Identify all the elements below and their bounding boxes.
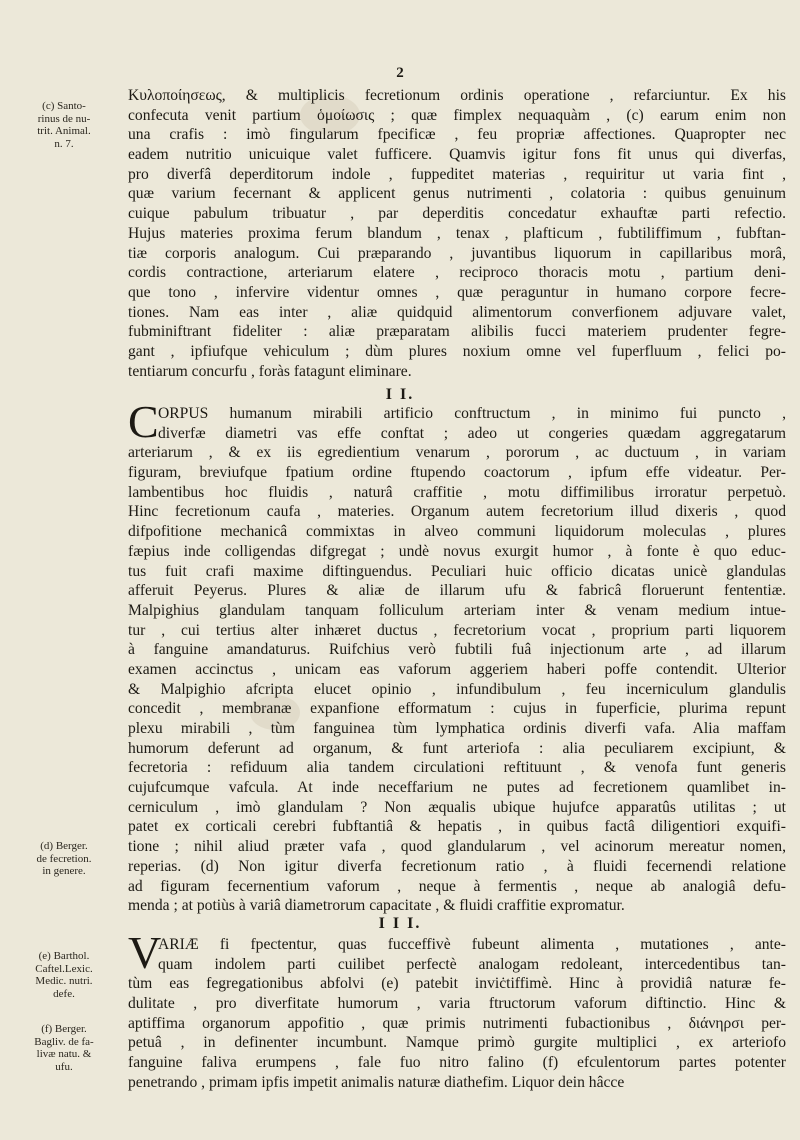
text-line: cordis contractione, arteriarum elatere , reciproco thoracis motu , partium deni- bbox=[128, 264, 786, 282]
text-line: lambentibus hoc fluidis , naturâ craffitie , motu diffimilibus irroratur perpetuò. bbox=[128, 483, 786, 501]
text-line: penetrando , primam ipfis impetit animalis naturæ diathefim. Liquor dein hâcce bbox=[128, 1073, 625, 1091]
text-line: dulitate , pro diverfitate humorum , varia ftructorum vaforum diftinctio. Hinc & bbox=[128, 995, 786, 1013]
text-line: patet ex corticali cerebri fubftantiâ & hepatis , in quibus factâ diligentiori exquifi- bbox=[128, 818, 786, 836]
text-line: quæ varium fecernant & applicent genus nutrimenti , colatoria : quibus genuinum bbox=[128, 185, 786, 203]
text-line: tiæ corporis analogum. Cui præparando , juvantibus liquorum in capillaribus morâ, bbox=[128, 244, 786, 262]
text-line: figuram, breviufque fpatium ordine ftupendo coactorum , ipfum effe videatur. Per- bbox=[128, 464, 786, 482]
text-line: fanguine faliva erumpens , fale fuo nitro falino (f) efculentorum partes potenter bbox=[128, 1054, 786, 1072]
text-line: concedit , membranæ expanfione efformatum : cujus in fuperficie, plurima repunt bbox=[128, 700, 786, 718]
text-line: arteriarum , & ex iis egredientium venarum , pororum , ac ductuum , in variam bbox=[128, 444, 786, 462]
text-line: cuique pabulum tribuatur , par deperditis concedatur exhauftæ parti refectio. bbox=[128, 205, 786, 223]
text-line: cerniculum , imò glandulam ? Non æqualis ubique hujufce apparatûs utilitas ; ut bbox=[128, 798, 786, 816]
page-number: 2 bbox=[396, 65, 404, 81]
text-line: fecretoria : refiduum alia tandem circulationi reftituunt , & venofa funt generis bbox=[128, 759, 786, 777]
section-3-dropcap: V bbox=[128, 927, 162, 978]
text-line: eadem nutritio unicuique valet fufficere. Quamvis igitur fons fit unus qui diverfas, bbox=[128, 146, 786, 164]
text-line: cujufcumque vafcula. At inde neceffarium ne putes ad fecretionem quamlibet in- bbox=[128, 779, 786, 797]
text-line: Hujus materies proxima ferum blandum , tenax , plafticum , fubtiliffimum , fubftan- bbox=[128, 224, 786, 242]
text-line: tione ; nihil aliud præter vafa , quod glandularum , vel acinorum mereatur nomen, bbox=[128, 838, 786, 856]
section-3-heading: I I I. bbox=[378, 915, 422, 932]
text-line: tus fuit crafi maxime diftinguendus. Peculiari huic officio dicatas unicè glandulas bbox=[128, 562, 786, 580]
text-line: menda ; at potiùs à variâ diametrorum capacitate , & fluidi craffitie expromatur. bbox=[128, 897, 625, 915]
text-line: difpofitione mechanicâ commixtas in alveo communi liquidorum moleculas , plures bbox=[128, 523, 786, 541]
text-line: que tono , infervire videntur omnes , quæ peraguntur in humano corpore fecre- bbox=[128, 283, 786, 301]
text-line: tur , cui tertius alter inhæret ductus , fecretorium vocat , proprium parti liquorem bbox=[128, 621, 786, 639]
text-line: humorum deferunt ad organum, & funt arteriofa : alia peculiarem excipiunt, & bbox=[128, 739, 786, 757]
text-line: ORPUS humanum mirabili artificio conftructum , in minimo fui puncto , bbox=[158, 405, 786, 422]
margin-note-c: (c) Santo- rinus de nu- trit. Animal. n. 7. bbox=[37, 100, 91, 150]
margin-note-d: (d) Berger. de fecretion. in genere. bbox=[36, 840, 92, 877]
text-line: gant , ipfiufque vehiculum ; dùm plures noxium omne vel fuperfluum , felici po- bbox=[128, 342, 786, 360]
section-3-text bbox=[128, 927, 786, 1093]
text-line: tiones. Nam eas inter , aliæ quidquid alimentorum converfionem adjuvare valet, bbox=[128, 303, 786, 321]
text-line: tentiarum concurfu , foràs fatagunt eliminare. bbox=[128, 362, 412, 380]
section-1-text bbox=[128, 86, 786, 381]
text-line: tùm eas fegregationibus abfolvi (e) patebit inviċtiffimè. Hinc à providiâ naturæ fe- bbox=[128, 975, 786, 993]
text-line: quam indolem parti cuilibet perfectè analogam redoleant, intercedentibus tan- bbox=[158, 955, 786, 973]
text-line: pro diverfâ deperditorum indole , fuppeditet materias , requiritur ut varia fint , bbox=[128, 165, 786, 183]
text-line: aptiffima organorum appofitio , quæ primis nutrimenti fubactionibus , διάνηρσι per- bbox=[128, 1014, 786, 1032]
text-line: Κυλοποίησεως, & multiplicis fecretionum ordinis operatione , refarciuntur. Ex his bbox=[128, 87, 786, 104]
text-line: Malpighius glandulam tanquam folliculum arteriam inter & venam medium intue- bbox=[128, 601, 786, 619]
text-line: plexu mirabili , tùm fanguinea tùm lymphatica ordinis diverfi vafa. Alia maffam bbox=[128, 720, 786, 737]
text-line: reperias. (d) Non igitur diverfa fecretionum ratio , à fluidi fecernendi relatione bbox=[128, 857, 786, 875]
text-line: diverfæ diametri vas effe conftat ; adeo ut congeries quædam aggregatarum bbox=[158, 424, 786, 442]
section-2-heading: I I. bbox=[385, 386, 415, 403]
text-line: examen accinctus , unicam eas vaforum aggeriem haberi poffe contendit. Ulterior bbox=[128, 660, 786, 678]
margin-note-e: (e) Barthol. Caftel.Lexic. Medic. nutri. defe. bbox=[35, 950, 93, 1000]
text-line: à fanguine amandaturus. Ruifchius verò fubtili fuâ injectionum arte , ad illarum bbox=[128, 641, 786, 659]
section-2-dropcap: C bbox=[128, 396, 159, 447]
text-line: una crafis : imò fingularum fpecificæ , feu propriæ affectiones. Quapropter nec bbox=[128, 126, 786, 144]
text-line: confecuta venit partium ὁμοίωσις ; quæ fimplex nequaquàm , (c) earum enim non bbox=[128, 106, 786, 124]
section-2-text bbox=[128, 396, 786, 916]
text-line: ad figuram fecernentium vaforum , neque à fermentis , neque ab analogiâ defu- bbox=[128, 877, 786, 895]
text-line: & Malpighio afcripta elucet opinio , infundibulum , feu incerniculum glandulis bbox=[128, 680, 786, 698]
text-line: petuâ , in definenter incumbunt. Namque primò gurgite multiplici , ex arteriofo bbox=[128, 1034, 786, 1052]
text-line: ARIÆ fi fpectentur, quas fucceffivè fubeunt alimenta , mutationes , ante- bbox=[158, 936, 786, 953]
text-line: fubminiftrant fideliter : aliæ præparatam alibilis fucci materiem prudenter fegre- bbox=[128, 323, 786, 341]
text-line: fæpius inde colligendas difgregat ; undè novus exurgit humor , à fonte è quo educ- bbox=[128, 542, 786, 560]
margin-note-f: (f) Berger. Bagliv. de fa- livæ natu. & ufu. bbox=[34, 1023, 94, 1073]
text-line: Hinc fecretionum caufa , materies. Organum autem fecretorium illud dixeris , quod bbox=[128, 503, 786, 521]
text-line: afferuit Peyerus. Plures & aliæ de illarum ufu & fabricâ floruerunt fententiæ. bbox=[128, 582, 786, 600]
